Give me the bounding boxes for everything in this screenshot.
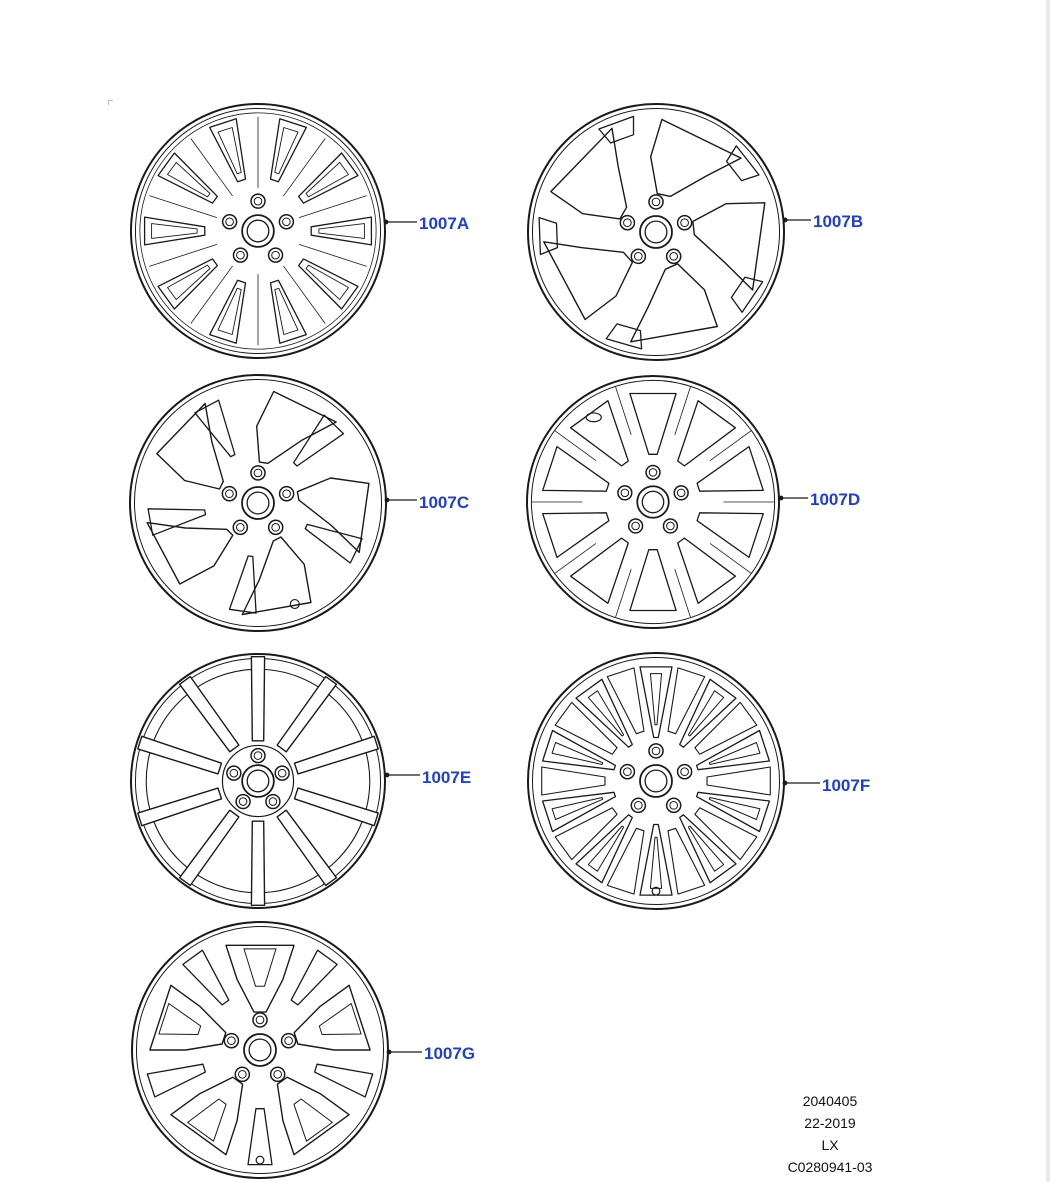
callout-label-1007b[interactable]: 1007B	[813, 212, 864, 231]
wheel-f-icon[interactable]	[528, 653, 784, 909]
wheel-g-icon[interactable]	[132, 922, 388, 1178]
hub-plate	[222, 745, 293, 816]
wheel-b-group	[528, 104, 863, 360]
rim-outer	[528, 104, 784, 360]
callout-label-1007f[interactable]: 1007F	[822, 776, 871, 795]
footer-illustration-id: C0280941-03	[787, 1159, 873, 1175]
callout-g-leader	[387, 1050, 422, 1055]
wheel-e-group	[131, 654, 471, 908]
spoke	[251, 657, 264, 741]
callout-label-1007d[interactable]: 1007D	[810, 490, 861, 509]
callout-f-leader	[783, 781, 820, 786]
callout-label-1007c[interactable]: 1007C	[419, 493, 470, 512]
wheel-c-icon[interactable]	[130, 375, 386, 631]
wheel-d-icon[interactable]	[527, 376, 779, 628]
callout-label-1007a[interactable]: 1007A	[419, 214, 470, 233]
footer-date: 22-2019	[804, 1115, 856, 1131]
footer-code: 2040405	[802, 1093, 858, 1109]
footer-model: LX	[821, 1137, 839, 1153]
wheel-e-icon[interactable]	[131, 654, 385, 908]
wheel-b-icon[interactable]	[528, 104, 784, 360]
leader-dot	[384, 220, 389, 225]
callout-a-leader	[384, 220, 417, 225]
rim-outer	[528, 653, 784, 909]
wheel-a-group	[131, 104, 469, 358]
wheel-g-group	[132, 922, 475, 1178]
callout-c-leader	[385, 498, 417, 503]
wheel-c-group	[130, 375, 469, 631]
leader-dot	[783, 218, 788, 223]
callout-label-1007e[interactable]: 1007E	[422, 768, 472, 787]
wheel-a-icon[interactable]	[131, 104, 385, 358]
wheel-d-group	[527, 376, 860, 628]
wheel-f-group	[528, 653, 870, 909]
rim-outer	[130, 375, 386, 631]
leader-dot	[783, 781, 788, 786]
leader-dot	[385, 773, 390, 778]
spoke	[251, 821, 264, 905]
callout-d-leader	[779, 496, 808, 501]
leader-dot	[387, 1050, 392, 1055]
callout-label-1007g[interactable]: 1007G	[424, 1044, 476, 1063]
leader-dot	[385, 498, 390, 503]
drawing-footer	[760, 1090, 900, 1178]
callout-e-leader	[385, 773, 420, 778]
callout-b-leader	[783, 218, 811, 223]
leader-dot	[779, 496, 784, 501]
